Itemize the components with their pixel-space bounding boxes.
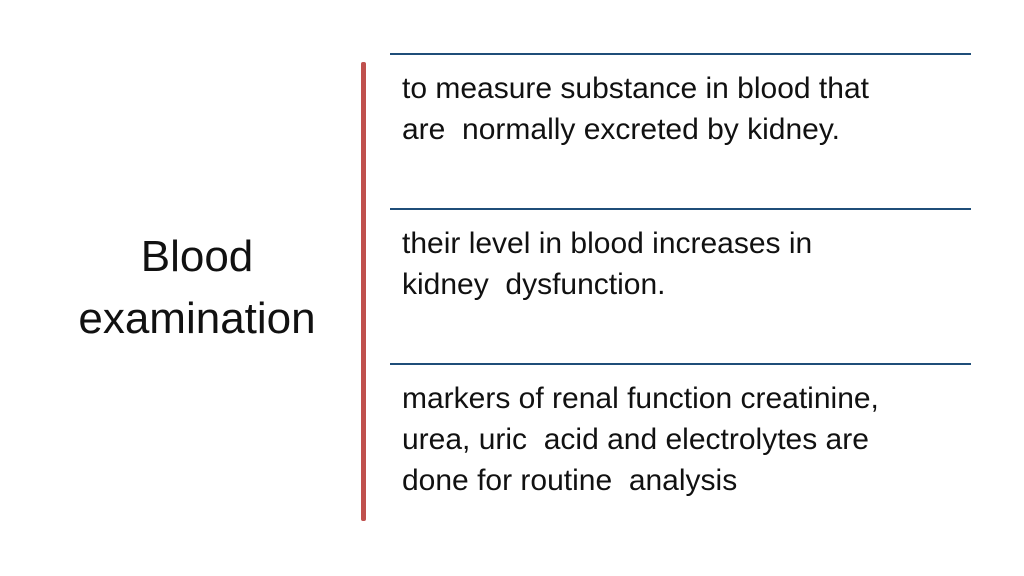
title-line-1: Blood [140,232,254,281]
list-item [390,363,971,518]
item-text: to measure substance in blood that are normally excreted by kidney. [402,72,869,146]
item-text: markers of renal function creatinine, urea, uric acid and electrolytes are done for routine analysis [402,382,879,497]
items-list [390,53,971,518]
vertical-divider [361,62,366,521]
list-item [390,208,971,363]
title-line-2: examination [78,294,316,343]
item-text: their level in blood increases in kidney dysfunction. [402,227,813,301]
slide-title [40,226,354,350]
list-item [390,53,971,208]
